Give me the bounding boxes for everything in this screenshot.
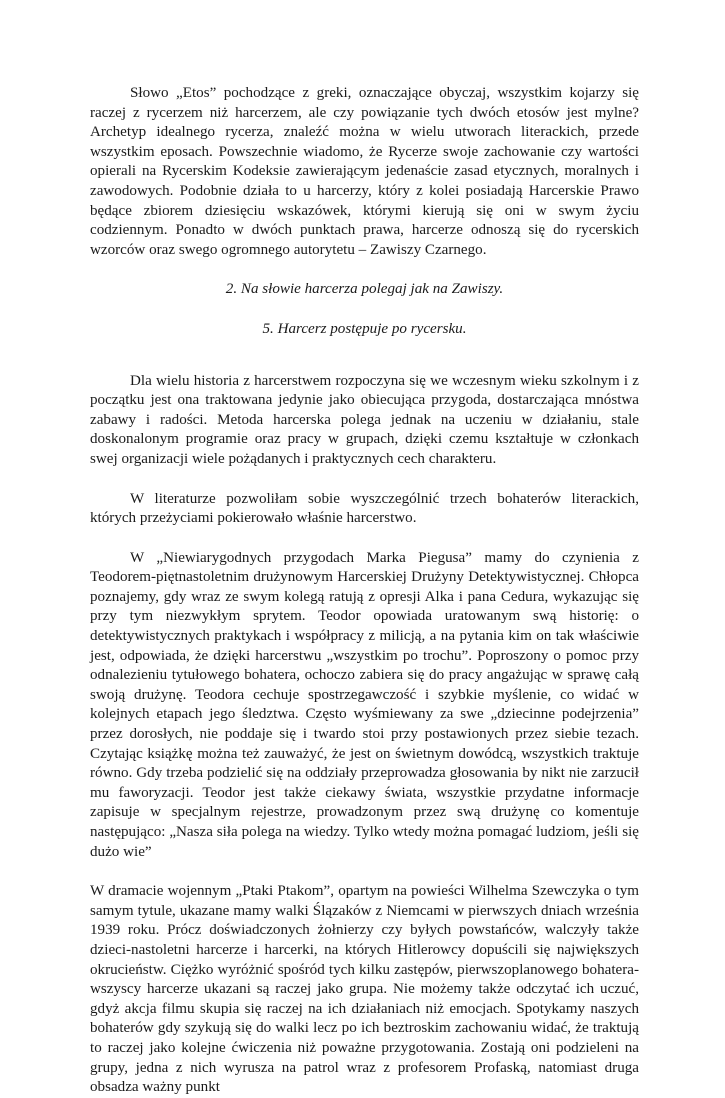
quote-law-5: 5. Harcerz postępuje po rycersku. — [262, 320, 467, 337]
paragraph-marek-piegus: W „Niewiarygodnych przygodach Marka Piegusa” mamy do czynienia z Teodorem-piętnastoletnim drużynowym Harcerskiej Drużyny Detektywistycznej. Chłopca poznajemy, gdy wraz ze swym kolegą ratują z opresji Alka i pana Cedura, wykazując się przy tym niezwykłym sprytem. Teodor opowiada uratowanym swą historię: o detektywistycznych praktykach i współpracy z milicją, a na pytania kim on tak właściwie jest, odpowiada, że dzięki harcerstwu „wszystkim po trochu”. Poproszony o pomoc przy odnalezieniu tytułowego bohatera, ochoczo zabiera się do pracy angażując w sprawę całą swoją drużynę. Teodora cechuje spostrzegawczość i szybkie myślenie, co widać w kolejnych etapach jego śledztwa. Często wyśmiewany za swe „dziecinne podejrzenia” przez dorosłych, nie poddaje się i twardo stoi przy postawionych przez siebie tezach. Czytając książkę można też zauważyć, że jest on świetnym dowódcą, wszystkich traktuje równo. Gdy trzeba podzielić się na oddziały przeprowadza głosowania by nikt nie zarzucił mu faworyzacji. Teodor jest także ciekawy świata, wszystkie przydatne informacje zapisuje w specjalnym rejestrze, prowadzonym przez swą drużynę co komentuje następująco: „Nasza siła polega na wiedzy. Tylko wtedy można pomagać ludziom, jeśli się dużo wie” — [90, 549, 639, 860]
document-page — [90, 84, 639, 1098]
paragraph-history: Dla wielu historia z harcerstwem rozpoczyna się we wczesnym wieku szkolnym i z początku jest ona traktowana jedynie jako obiecująca przygoda, dostarczająca mnóstwa zabawy i radości. Metoda harcerska polega jednak na uczeniu w działaniu, stale doskonalonym programie oraz pracy w grupach, dzięki czemu kształtuje w członkach swej organizacji wiele pożądanych i praktycznych cech charakteru. — [90, 372, 639, 467]
paragraph-ptaki-ptakom: W dramacie wojennym „Ptaki Ptakom”, opartym na powieści Wilhelma Szewczyka o tym samym tytule, ukazane mamy walki Ślązaków z Niemcami w pierwszych dniach września 1939 roku. Prócz doświadczonych żołnierzy czy byłych powstańców, walczyły także dzieci-nastoletni harcerze i harcerki, na których Hitlerowcy dopuścili się największych okrucieństw. Ciężko wyróżnić spośród tych kilku zastępów, pierwszoplanowego bohatera-wszyscy harcerze ukazani są raczej jako grupa. Nie możemy także odczytać ich uczuć, gdyż akcja filmu skupia się raczej na ich działaniach niż emocjach. Spotykamy naszych bohaterów gdy szykują się do walki lecz po ich beztroskim zachowaniu widać, że traktują to raczej jako kolejne ćwiczenia niż poważne przygotowania. Zostają oni podzieleni na grupy, jedna z nich wyrusza na patrol wraz z profesorem Profaską, natomiast druga obsadza ważny punkt — [90, 883, 639, 1096]
paragraph-etos: Słowo „Etos” pochodzące z greki, oznaczające obyczaj, wszystkim kojarzy się raczej z rycerzem niż harcerzem, ale czy powiązanie tych dwóch etosów jest mylne? Archetyp idealnego rycerza, znaleźć można w wielu utworach literackich, przede wszystkim eposach. Powszechnie wiadomo, że Rycerze swoje zachowanie czy wartości opierali na Rycerskim Kodeksie zawierającym jedenaście zasad etycznych, moralnych i zawodowych. Podobnie działa to u harcerzy, który z kolei posiadają Harcerskie Prawo będące zbiorem dziesięciu wskazówek, którymi kierują się oni w swym życiu codziennym. Ponadto w dwóch punktach prawa, harcerze odnoszą się do rycerskich wzorców oraz swego ogromnego autorytetu – Zawiszy Czarnego. — [90, 85, 639, 258]
quote-law-2: 2. Na słowie harcerza polegaj jak na Zawiszy. — [225, 281, 504, 298]
paragraph-literature: W literaturze pozwoliłam sobie wyszczególnić trzech bohaterów literackich, których przeżyciami pokierowało właśnie harcerstwo. — [90, 490, 639, 527]
